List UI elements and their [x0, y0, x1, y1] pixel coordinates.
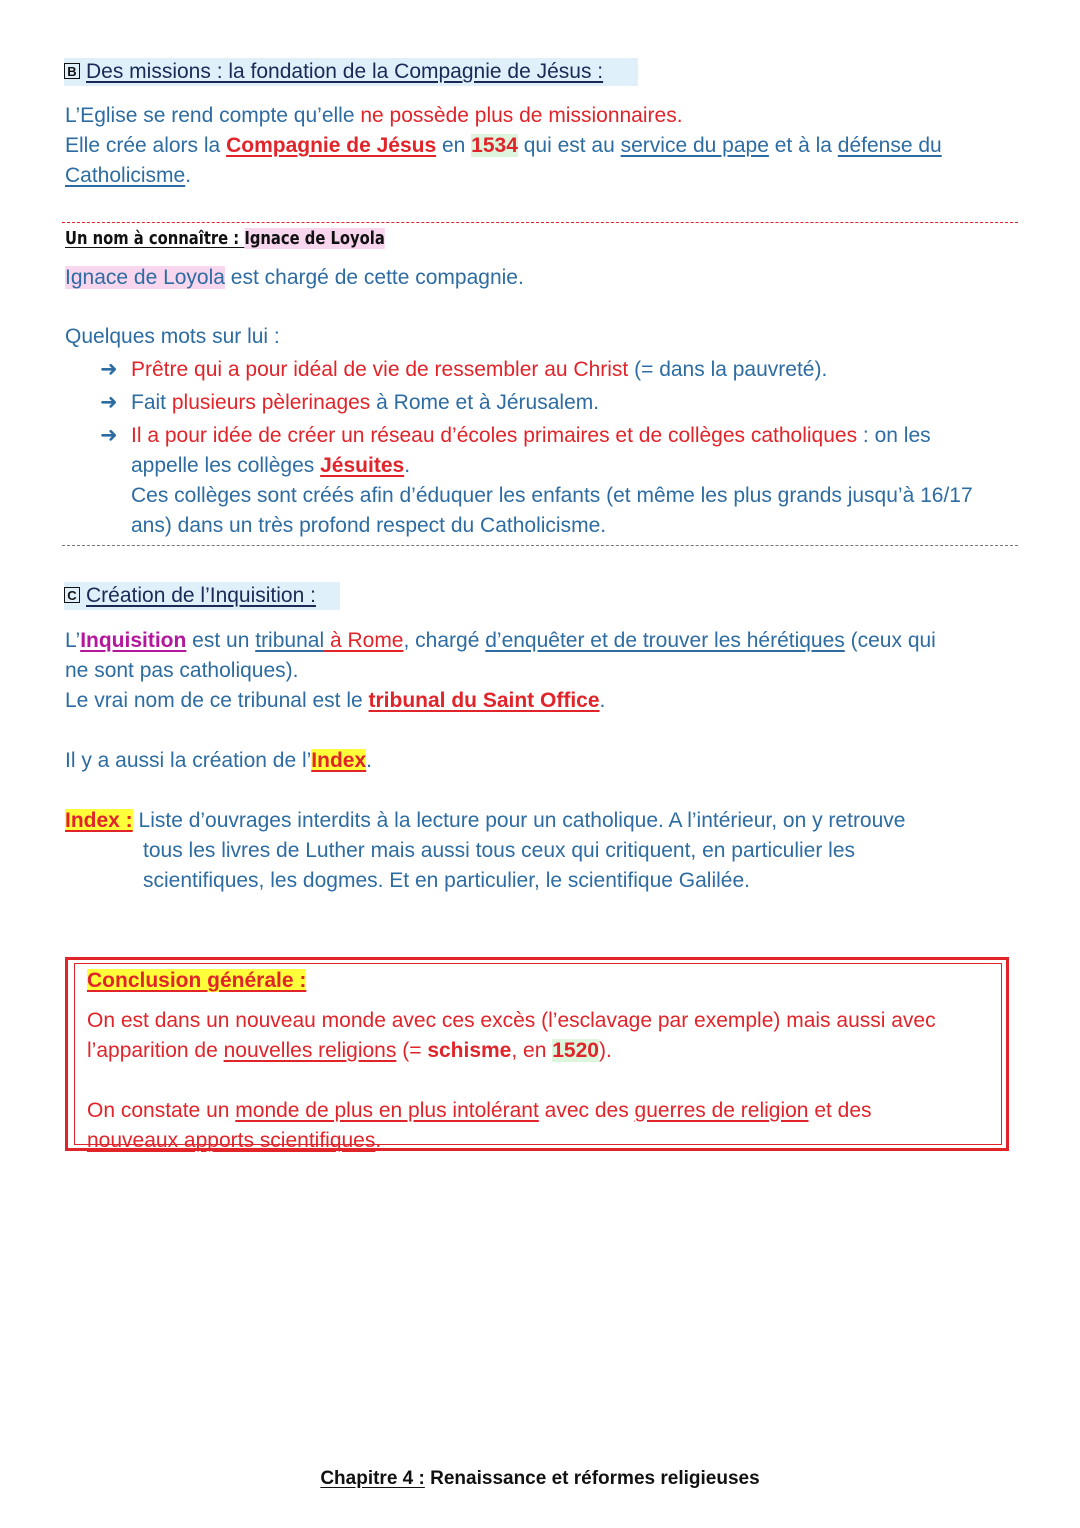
divider-top — [62, 222, 1018, 223]
index-term: Index — [311, 749, 367, 772]
section-letter-b: B — [64, 63, 80, 79]
conclusion-paragraph-2: On constate un monde de plus en plus intolérant avec des guerres de religion et des nouveaux apports scientifiques. — [87, 1099, 872, 1152]
arrow-right-icon: ➜ — [100, 358, 118, 381]
year-1534: 1534 — [471, 134, 518, 157]
inquisition: Inquisition — [80, 629, 187, 652]
compagnie-de-jesus: Compagnie de Jésus — [226, 134, 437, 157]
divider-bottom — [62, 545, 1018, 546]
jesuites: Jésuites — [320, 454, 405, 477]
section-c-title: Création de l’Inquisition : — [86, 584, 316, 607]
section-b-heading — [64, 58, 638, 86]
bio-list — [100, 355, 1000, 544]
conclusion-paragraph-1: On est dans un nouveau monde avec ces excès (l’esclavage par exemple) mais aussi avec l’apparition de nouvelles religions (= schisme, en 1520). — [87, 1009, 936, 1062]
section-b-line-2: Elle crée alors la Compagnie de Jésus en 1534 qui est au service du pape et à la défense du — [65, 134, 942, 157]
section-letter-c: C — [64, 587, 80, 603]
tribunal-saint-office: tribunal du Saint Office — [368, 689, 600, 712]
section-b-line-3: Catholicisme. — [65, 164, 192, 187]
arrow-right-icon: ➜ — [100, 391, 118, 414]
page-footer: Chapitre 4 : Renaissance et réformes religieuses — [320, 1468, 760, 1489]
index-creation: Il y a aussi la création de l’Index. — [65, 749, 372, 772]
section-b-title: Des missions : la fondation de la Compagnie de Jésus : — [86, 60, 604, 83]
namebox-intro: Ignace de Loyola est chargé de cette compagnie. — [65, 266, 524, 289]
name-box-title: Un nom à connaître : Ignace de Loyola — [65, 228, 385, 249]
inquisition-paragraph: L’Inquisition est un tribunal à Rome, chargé d’enquêter et de trouver les hérétiques (ceux qui ne sont pas catholiques). Le vrai nom de ce tribunal est le tribunal du Saint Office. — [65, 629, 936, 712]
index-definition: Index : Liste d’ouvrages interdits à la lecture pour un catholique. A l’intérieur, on y retrouve tous les livres de Luther mais aussi tous ceux qui critiquent, en particulier les scientifiques, les dogmes. Et en particulier, le scientifique Galilée. — [65, 809, 906, 892]
list-item: ➜ Fait plusieurs pèlerinages à Rome et à Jérusalem. — [100, 388, 1000, 418]
list-item: ➜ Il a pour idée de créer un réseau d’écoles primaires et de collèges catholiques : on les appelle les collèges Jésuites. Ces collèges sont créés afin d’éduquer les enfants (et même les plus grands jusqu’à 16/17 ans) dans un très profond respect du Catholicisme. — [100, 421, 1000, 541]
section-c-heading — [64, 582, 340, 610]
list-item: ➜ Prêtre qui a pour idéal de vie de ressembler au Christ (= dans la pauvreté). — [100, 355, 1000, 385]
arrow-right-icon: ➜ — [100, 424, 118, 447]
index-label: Index : — [65, 809, 133, 832]
conclusion-box — [65, 957, 1009, 1151]
words-title: Quelques mots sur lui : — [65, 325, 280, 348]
section-b-line-1: L’Eglise se rend compte qu’elle ne possède plus de missionnaires. — [65, 104, 683, 127]
section-b-paragraph — [65, 101, 1015, 191]
conclusion-title: Conclusion générale : — [87, 969, 307, 992]
